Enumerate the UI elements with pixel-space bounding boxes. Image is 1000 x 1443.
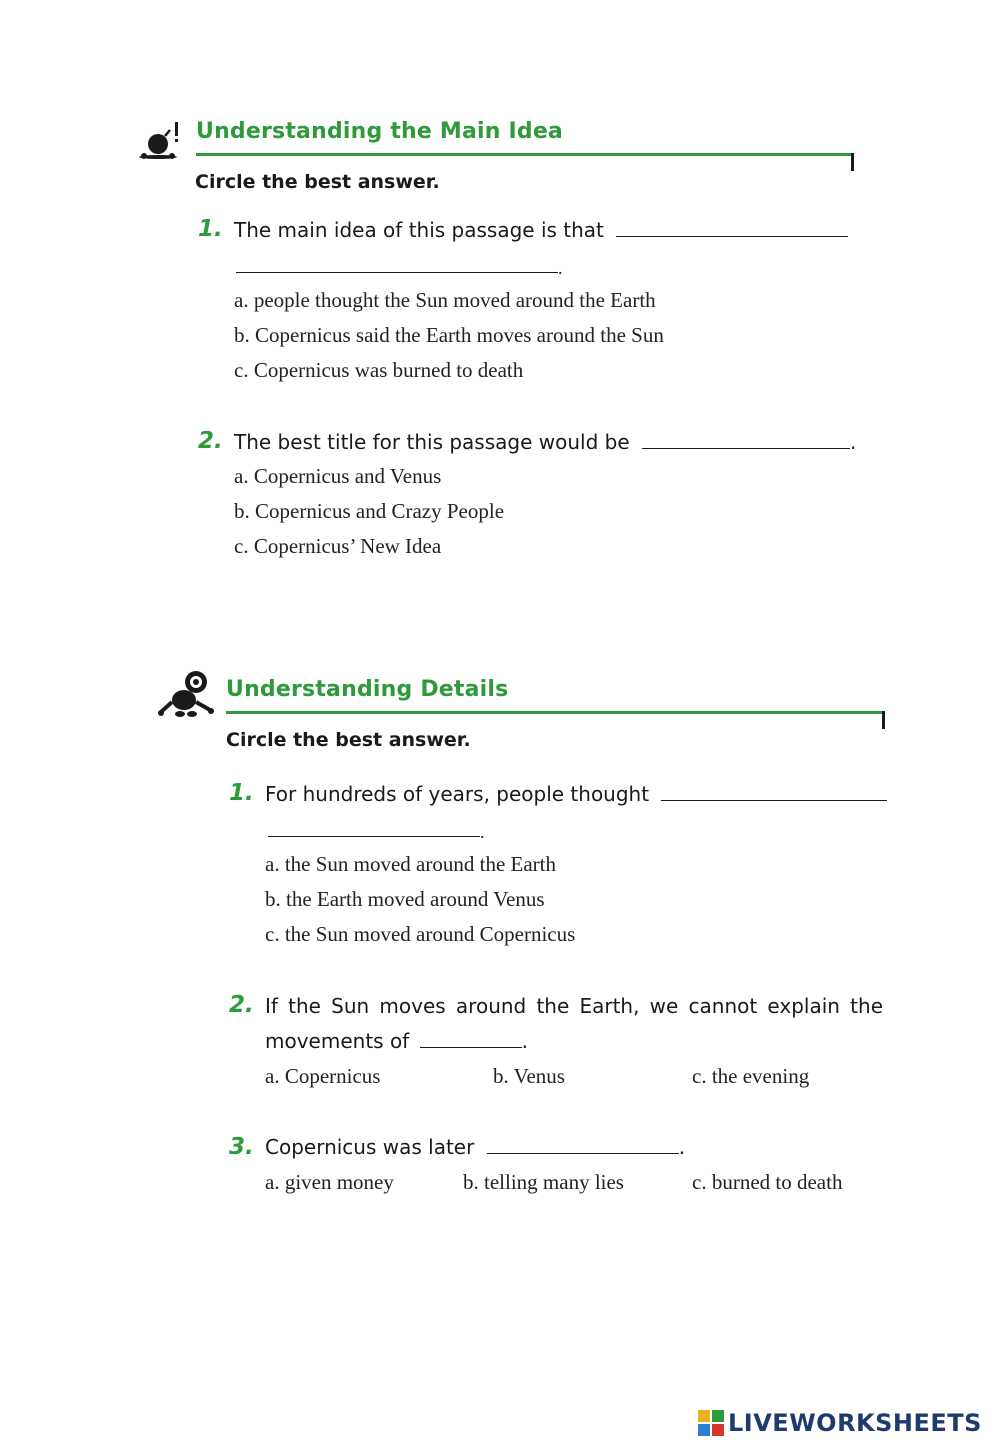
option-b[interactable]: b. telling many lies (463, 1170, 624, 1194)
question-text-label: movements of (265, 1029, 410, 1053)
period-mark: . (521, 1029, 528, 1053)
question-number: 2. (198, 428, 223, 454)
option-c[interactable]: c. Copernicus was burned to death (234, 358, 524, 382)
magnifier-character-icon (158, 668, 218, 725)
question-text (234, 218, 848, 242)
option-a[interactable]: a. given money (265, 1170, 394, 1194)
section-title-details: Understanding Details (226, 677, 509, 702)
question-text-label: For hundreds of years, people thought (265, 782, 650, 806)
option-c[interactable]: c. the Sun moved around Copernicus (265, 922, 576, 946)
question-text-line2 (265, 1029, 528, 1053)
question-number: 2. (229, 992, 254, 1018)
answer-blank-continued[interactable] (268, 836, 480, 837)
answer-blank[interactable] (661, 782, 887, 801)
section-rule (196, 153, 853, 156)
question-number: 1. (198, 216, 223, 242)
period-mark: . (678, 1135, 686, 1159)
answer-blank[interactable] (642, 430, 850, 449)
question-text-label: The best title for this passage would be (234, 430, 630, 454)
section-rule-tick (851, 153, 854, 171)
option-c[interactable]: c. burned to death (692, 1170, 843, 1194)
answer-blank-continued[interactable] (236, 272, 558, 273)
liveworksheets-mark-icon (698, 1410, 724, 1436)
option-c[interactable]: c. Copernicus’ New Idea (234, 534, 442, 558)
question-text-line1: If the Sun moves around the Earth, we cannot explain the (265, 994, 883, 1018)
question-number: 3. (229, 1134, 254, 1160)
question-text (265, 782, 887, 806)
answer-blank[interactable] (616, 218, 848, 237)
question-number: 1. (229, 780, 254, 806)
section-title-main-idea: Understanding the Main Idea (196, 119, 563, 144)
option-a[interactable]: a. people thought the Sun moved around the Earth (234, 288, 656, 312)
option-a[interactable]: a. Copernicus and Venus (234, 464, 442, 488)
option-b[interactable]: b. Copernicus said the Earth moves around the Sun (234, 323, 664, 347)
instruction-text: Circle the best answer. (195, 171, 440, 193)
liveworksheets-logo (698, 1408, 982, 1438)
section-rule-tick (882, 711, 885, 729)
instruction-text: Circle the best answer. (226, 729, 471, 751)
bomb-icon (138, 120, 186, 165)
period-mark: . (558, 258, 563, 278)
question-text-label: Copernicus was later (265, 1135, 475, 1159)
section-rule (226, 711, 884, 714)
option-c[interactable]: c. the evening (692, 1064, 810, 1088)
option-a[interactable]: a. the Sun moved around the Earth (265, 852, 557, 876)
answer-blank[interactable] (420, 1029, 522, 1048)
option-b[interactable]: b. the Earth moved around Venus (265, 887, 545, 911)
period-mark: . (849, 430, 857, 454)
option-b[interactable]: b. Copernicus and Crazy People (234, 499, 505, 523)
option-b[interactable]: b. Venus (493, 1064, 565, 1088)
footer-brand: LIVEWORKSHEETS (728, 1409, 982, 1437)
answer-blank[interactable] (487, 1135, 679, 1154)
question-text (265, 1135, 685, 1159)
option-a[interactable]: a. Copernicus (265, 1064, 381, 1088)
period-mark: . (480, 822, 485, 842)
question-text (234, 430, 856, 454)
question-text-label: The main idea of this passage is that (234, 218, 604, 242)
